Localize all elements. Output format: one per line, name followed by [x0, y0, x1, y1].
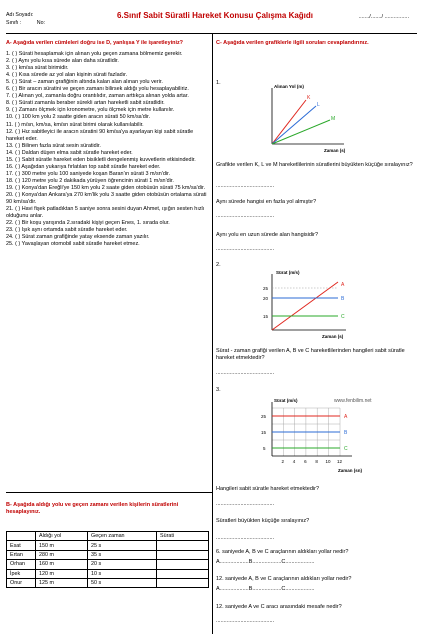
- answer-blank[interactable]: ......................................: [216, 535, 275, 541]
- label-c: C: [344, 446, 348, 452]
- answer-blank[interactable]: ......................................: [216, 213, 275, 219]
- statement-item: 1. ( ) Sürati hesaplamak için alınan yolu geçen zamana bölmemiz gerekir.: [6, 51, 183, 58]
- table-row: [7, 550, 209, 559]
- speed-time-grid-graph: [256, 396, 368, 476]
- table-row: [7, 541, 209, 550]
- y-tick: 15: [263, 314, 269, 319]
- section-divider: [6, 492, 212, 493]
- label-k: K: [307, 95, 311, 101]
- position-time-graph: [260, 82, 360, 154]
- x-tick: 4: [292, 459, 296, 464]
- table-cell: 120 m: [36, 569, 88, 578]
- table-header: Sürati: [157, 532, 209, 541]
- graph1-ylabel: Alınan Yol (m): [274, 84, 304, 89]
- statement-item: 25. ( ) Yavaşlayan otomobil sabit süratle hareket etmez.: [6, 241, 140, 248]
- table-cell: 125 m: [36, 578, 88, 587]
- x-tick: 10: [325, 459, 331, 464]
- table-row: [7, 560, 209, 569]
- answer-blank[interactable]: ......................................: [216, 370, 275, 376]
- statement-item: 11. ( ) m/sn, km/sa, km/sn sürat birimi olarak kullanılabilir.: [6, 121, 144, 128]
- graph3-ylabel: Sürat (m/s): [274, 398, 298, 403]
- statement-item: 19. ( ) Konya'dan Ereğli'ye 150 km yolu 2 saate giden otobüsün sürati 75 km/sa'dir.: [6, 184, 205, 191]
- section-c: [216, 40, 416, 47]
- x-tick: 2: [281, 459, 285, 464]
- y-tick: 5: [263, 446, 266, 451]
- column-divider: [212, 33, 213, 634]
- section-b-heading: B- Aşağıda aldığı yolu ve geçen zamanı verilen kişilerin süratlerini hesaplayınız.: [6, 502, 179, 515]
- answer-blank[interactable]: ......................................: [216, 183, 275, 189]
- statement-item: 9. ( ) Zamanı ölçmek için kronometre, yolu ölçmek için metre kullanılır.: [6, 107, 175, 114]
- answer-cell[interactable]: [157, 541, 209, 550]
- page-title: 6.Sınıf Sabit Süratli Hareket Konusu Çalışma Kağıdı: [116, 11, 314, 20]
- y-tick: 25: [261, 414, 267, 419]
- table-header: [7, 532, 36, 541]
- label-a: A: [341, 282, 345, 288]
- question-text: Aynı sürede hangisi en fazla yol almıştır?: [216, 199, 317, 205]
- table-cell: Esat: [7, 541, 36, 550]
- question-text: Süratleri büyükten küçüğe sıralayınız?: [216, 518, 310, 524]
- y-tick: 20: [263, 296, 269, 301]
- question-text: 12. saniyede A ve C aracı arasındaki mesafe nedir?: [216, 604, 342, 610]
- graph2-xlabel: Zaman (s): [322, 334, 344, 339]
- graph3-xlabel: Zaman (sn): [338, 468, 363, 473]
- answer-blanks[interactable]: A...................B...................C...................: [216, 586, 315, 592]
- table-header: Geçen zaman: [88, 532, 157, 541]
- table-cell: 160 m: [36, 560, 88, 569]
- y-tick: 15: [261, 430, 267, 435]
- question-text: Aynı yolu en uzun sürede alan hangisidir?: [216, 232, 319, 238]
- table-row: [7, 569, 209, 578]
- section-a-heading: A- Aşağıda verilen cümleleri doğru ise D, yanlışsa Y ile işaretleyiniz?: [6, 40, 183, 46]
- answer-cell[interactable]: [157, 550, 209, 559]
- graph2-ylabel: Sürat (m/s): [276, 270, 300, 275]
- answer-cell[interactable]: [157, 569, 209, 578]
- table-cell: 35 s: [88, 550, 157, 559]
- statement-item: 16. ( ) Aşağıdan yukarıya fırlatılan top sabit süratle hareket eder.: [6, 163, 161, 170]
- table-header-row: [7, 532, 209, 541]
- table-cell: İpek: [7, 569, 36, 578]
- statement-item: 15. ( ) Sabit süratle hareket eden bisikletli dengelenmiş kuvvetlerin etkisindedir.: [6, 156, 196, 163]
- statement-item: 2. ( ) Aynı yolu kısa sürede alan daha süratlidir.: [6, 58, 119, 65]
- table-row: [7, 578, 209, 587]
- line-l: [272, 106, 316, 144]
- statement-item: 4. ( ) Kısa sürede az yol alan kişinin sürati fazladır.: [6, 72, 128, 79]
- statement-item: 18. ( ) 120 metre yolu 2 dakikada yürüyen öğrencinin sürati 1 m/sn'dir.: [6, 177, 174, 184]
- statement-item: 5. ( ) Sürat – zaman grafiğinin altında kalan alan alınan yolu verir.: [6, 79, 163, 86]
- label-b: B: [341, 296, 345, 302]
- statement-item: 6. ( ) Bir aracın süratini ve geçen zamanı bilirsek aldığı yolu hesaplayabiliriz.: [6, 86, 189, 93]
- statement-item: 3. ( ) km/sa sürat birimidir.: [6, 65, 69, 72]
- speed-table: [6, 531, 209, 588]
- statement-item: 12. ( ) Hız sabitleyici ile aracın süratini 90 km/sa'ya ayarlayan kişi sabit süratle hareket eder.: [6, 128, 194, 142]
- label-b: B: [344, 430, 348, 436]
- section-a: [6, 40, 211, 248]
- answer-blank[interactable]: ......................................: [216, 618, 275, 624]
- label-m: M: [331, 116, 336, 122]
- statement-item: 20. ( ) Konya'dan Ankara'ya 270 km'lik yolu 3 saatte giden otobüsün ortalama sürati 90 km/sa'dir.: [6, 191, 207, 206]
- table-cell: 20 s: [88, 560, 157, 569]
- question-number: 3.: [216, 387, 221, 393]
- question-text: Sürat - zaman grafiği verilen A, B ve C hareketlilerinden hangileri sabit süratle hareket etmektedir?: [216, 348, 405, 361]
- answer-blank[interactable]: ......................................: [216, 246, 275, 252]
- graph1-xlabel: Zaman (s): [324, 148, 346, 153]
- question-text: Hangileri sabit süratle hareket etmektedir?: [216, 486, 320, 492]
- question-text: Grafikte verilen K, L ve M hareketlilerinin süratlerini büyükten küçüğe sıralayınız?: [216, 162, 413, 168]
- answer-blank[interactable]: ......................................: [216, 501, 275, 507]
- student-info: [6, 11, 45, 27]
- statement-item: 14. ( ) Daldan düşen elma sabit süratle hareket eder.: [6, 149, 133, 156]
- name-label: Adı Soyadı:: [6, 12, 34, 18]
- section-c-heading: C- Aşağıda verilen grafiklerle ilgili soruları cevaplandırınız.: [216, 40, 369, 46]
- x-tick: 12: [337, 459, 343, 464]
- table-cell: 10 s: [88, 569, 157, 578]
- question-number: 2.: [216, 262, 221, 268]
- statement-item: 10. ( ) 100 km yolu 2 saatte giden aracın sürati 50 km/sa'dir.: [6, 114, 150, 121]
- no-label: No:: [36, 20, 46, 26]
- table-cell: 50 s: [88, 578, 157, 587]
- answer-cell[interactable]: [157, 578, 209, 587]
- statement-item: 8. ( ) Sürati zamanla beraber sürekli artan hareketli sabit süratlidir.: [6, 100, 165, 107]
- statement-item: 23. ( ) Işık aynı ortamda sabit süratle hareket eder.: [6, 227, 128, 234]
- label-c: C: [341, 314, 345, 320]
- label-l: L: [317, 102, 320, 108]
- watermark: www.fenbilim.net: [334, 398, 372, 404]
- x-tick: 6: [304, 459, 307, 464]
- class-label: Sınıfı :: [6, 20, 22, 26]
- answer-blanks[interactable]: A...................B...................C...................: [216, 559, 315, 565]
- question-number: 1.: [216, 80, 221, 86]
- speed-time-graph: [260, 268, 360, 342]
- table-cell: 150 m: [36, 541, 88, 550]
- statement-item: 13. ( ) Bilinen fazla sürat sesin süratidir.: [6, 142, 101, 149]
- date-field: ......./......./ ................: [358, 14, 409, 20]
- y-tick: 25: [263, 286, 269, 291]
- table-cell: Onur: [7, 578, 36, 587]
- label-a: A: [344, 414, 348, 420]
- statement-item: 17. ( ) 300 metre yolu 100 saniyede koşan Baran'ın sürati 3 m/sn'dir.: [6, 170, 171, 177]
- table-header: Aldığı yol: [36, 532, 88, 541]
- line-a: [272, 282, 338, 330]
- statement-item: 22. ( ) Bir koşu yarışında 2.sıradaki kişiyi geçen Enes, 1. sırada olur.: [6, 220, 170, 227]
- table-cell: Ertan: [7, 550, 36, 559]
- answer-cell[interactable]: [157, 560, 209, 569]
- statement-item: 7. ( ) Alınan yol, zamanla doğru orantılıdır, zaman arttıkça alınan yolda artar.: [6, 93, 189, 100]
- statement-item: 21. ( ) Havi fişek patladıktan 5 saniye sonra sesini duyan Ahmet, ışığın sesten hızlı olduğunu anlar.: [6, 206, 205, 220]
- x-tick: 8: [315, 459, 318, 464]
- question-text: 12. saniyede A, B ve C araçlarının aldıkları yollar nedir?: [216, 576, 352, 582]
- table-cell: 280 m: [36, 550, 88, 559]
- table-cell: Orhan: [7, 560, 36, 569]
- table-cell: 25 s: [88, 541, 157, 550]
- statement-item: 24. ( ) Sürat zaman grafiğinde yatay eksende zaman yazılır.: [6, 234, 150, 241]
- question-text: 6. saniyede A, B ve C araçlarının aldıkları yollar nedir?: [216, 549, 349, 555]
